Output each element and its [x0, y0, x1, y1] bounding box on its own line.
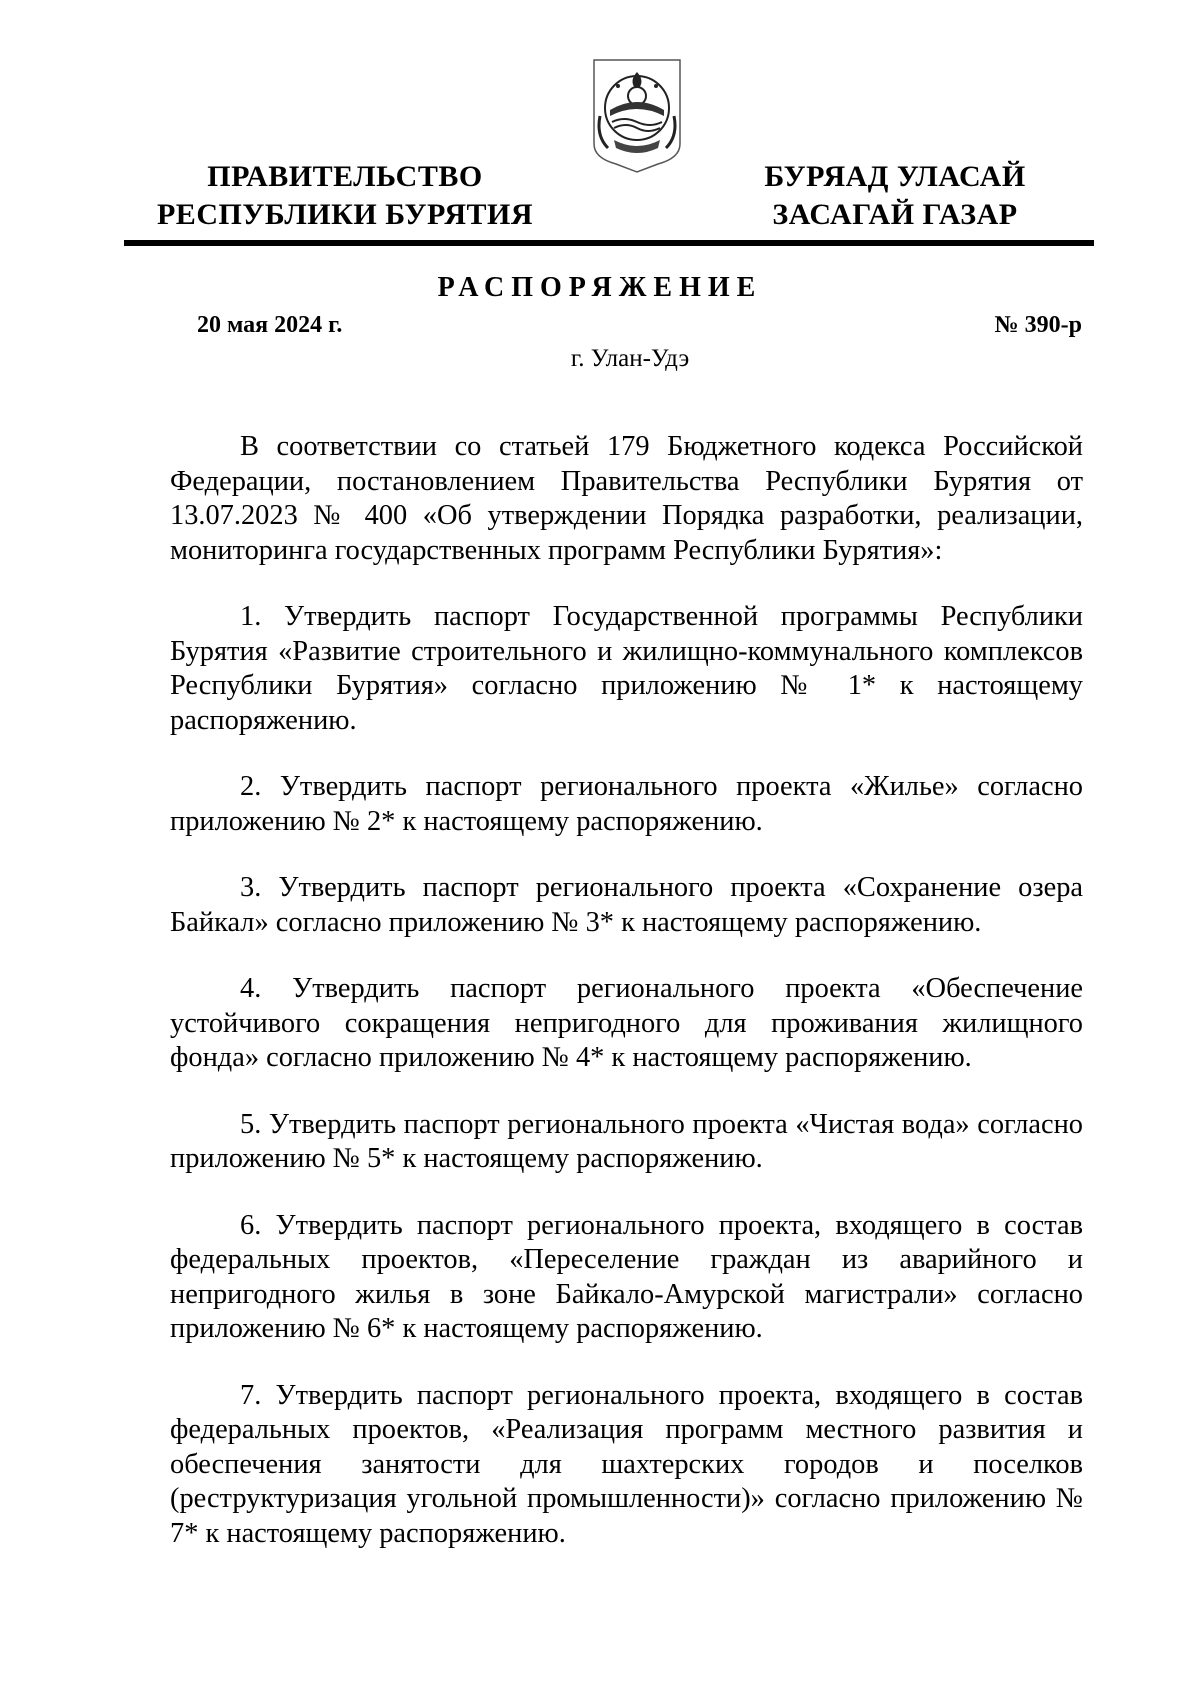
paragraph-item-6: 6. Утвердить паспорт регионального проекта, входящего в состав федеральных проектов, «Переселение граждан из аварийного и непригодного жилья в зоне Байкало-Амурской магистрали» согласно приложению № 6* к настоящему распоряжению. [170, 1209, 1083, 1344]
document-body [170, 430, 1083, 1583]
paragraph-item-3: 3. Утвердить паспорт регионального проекта «Сохранение озера Байкал» согласно приложению № 3* к настоящему распоряжению. [170, 872, 1083, 938]
header-right [730, 158, 1060, 234]
header-right-line1: БУРЯАД УЛАСАЙ [764, 160, 1026, 193]
document-type-title: РАСПОРЯЖЕНИЕ [437, 272, 763, 303]
paragraph-preamble: В соответствии со статьей 179 Бюджетного кодекса Российской Федерации, постановлением Правительства Республики Бурятия от 13.07.2023 № 400 «Об утверждении Порядка разработки, реализации, мониторинга государственных программ Республики Бурятия»: [170, 431, 1083, 566]
header-left [155, 158, 535, 234]
coat-of-arms-icon [588, 56, 686, 178]
paragraph-item-5: 5. Утвердить паспорт регионального проекта «Чистая вода» согласно приложению № 5* к настоящему распоряжению. [170, 1108, 1083, 1174]
document-city: г. Улан-Удэ [570, 345, 690, 372]
paragraph-item-7: 7. Утвердить паспорт регионального проекта, входящего в состав федеральных проектов, «Реализация программ местного развития и обеспечения занятости для шахтерских городов и поселков (реструктуризация угольной промышленности)» согласно приложению № 7* к настоящему распоряжению. [170, 1379, 1083, 1549]
paragraph-item-2: 2. Утвердить паспорт регионального проекта «Жилье» согласно приложению № 2* к настоящему распоряжению. [170, 771, 1083, 837]
header-left-line1: ПРАВИТЕЛЬСТВО [207, 160, 483, 193]
header-divider [124, 240, 1094, 246]
header-left-line2: РЕСПУБЛИКИ БУРЯТИЯ [156, 198, 534, 231]
document-date: 20 мая 2024 г. [197, 312, 343, 338]
paragraph-item-4: 4. Утвердить паспорт регионального проекта «Обеспечение устойчивого сокращения непригодного для проживания жилищного фонда» согласно приложению № 4* к настоящему распоряжению. [170, 973, 1083, 1073]
header-right-line2: ЗАСАГАЙ ГАЗАР [772, 198, 1018, 231]
paragraph-item-1: 1. Утвердить паспорт Государственной программы Республики Бурятия «Развитие строительного и жилищно-коммунального комплексов Республики Бурятия» согласно приложению № 1* к настоящему распоряжению. [170, 601, 1083, 736]
document-number: № 390-р [994, 312, 1082, 338]
